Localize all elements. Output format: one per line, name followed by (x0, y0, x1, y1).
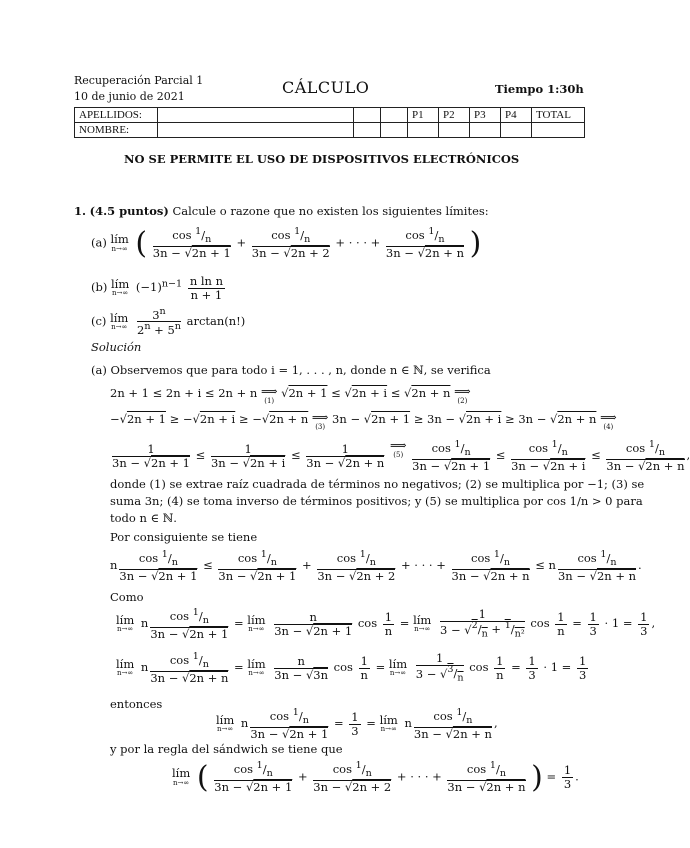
solution-label: Solución (91, 340, 142, 354)
final-limit: lím n→∞ ( $\frac{\cos ^1/_n}{3n - √2n + 1}$ + $\frac{\cos ^1/_n}{3n - √2n + 2}$ + · · · + $\frac{\cos ^1/_n}{3n - √2n + n}$ ) = $\frac{1}{3}$ . (172, 760, 579, 795)
apellidos-label: APELLIDOS: (75, 108, 158, 123)
col-total: TOTAL (532, 108, 585, 123)
score-p2[interactable] (439, 123, 470, 138)
limits-equal: lím n→∞ n $\frac{\cos ^1/_n}{3n - √2n + 1}$ = $\frac{1}{3}$ = lím n→∞ n $\frac{\cos ^1/_n}{3n - √2n + n}$ , (216, 707, 498, 741)
score-p1[interactable] (408, 123, 439, 138)
como-text: Como (110, 590, 144, 604)
problem-points: (4.5 puntos) (89, 204, 169, 218)
explanation-line-2: suma 3n; (4) se toma inverso de términos positivos; y (5) se multiplica por cos 1/n > 0 para (110, 494, 643, 508)
entonces-text: entonces (110, 697, 163, 711)
inequality-line-3: $\frac{1}{3n - √2n + 1}$ ≤ $\frac{1}{3n - √2n + i}$ ≤ $\frac{1}{3n - √2n + n}$ ⟹ (5) $\frac{\cos ^1/_n}{3n - √2n + 1}$ ≤ $\frac{\cos ^1/_n}{3n - √2n + i}$ ≤ $\frac{\cos ^1/_n}{3n - √2n + n}$ , (112, 438, 690, 473)
exam-name: Recuperación Parcial 1 (74, 74, 204, 87)
item-b-label: (b) (91, 280, 108, 295)
item-a-label: (a) (91, 235, 107, 250)
score-p4[interactable] (501, 123, 532, 138)
notice: NO SE PERMITE EL USO DE DISPOSITIVOS ELECTRÓNICOS (124, 152, 520, 166)
col-p4: P4 (501, 108, 532, 123)
inequality-line-2: −√2n + 1 ≥ −√2n + i ≥ −√2n + n ⟹ (3) 3n − √2n + 1 ≥ 3n − √2n + i ≥ 3n − √2n + n ⟹ (4) (110, 410, 617, 431)
inequality-line-1: 2n + 1 ≤ 2n + i ≤ 2n + n ⟹ (1) √2n + 1 ≤ √2n + i ≤ √2n + n ⟹ (2) (110, 384, 471, 405)
bounds-inequality: n $\frac{\cos ^1/_n}{3n - √2n + 1}$ ≤ $\frac{\cos ^1/_n}{3n - √2n + 1}$ + $\frac{\cos ^1/_n}{3n - √2n + 2}$ + · · · + $\frac{\cos ^1/_n}{3n - √2n + n}$ ≤ n $\frac{\cos ^1/_n}{3n - √2n + n}$ . (110, 549, 642, 583)
problem-number: 1. (74, 204, 87, 218)
limit-upper-bound: lím n→∞ n $\frac{\cos ^1/_n}{3n - √2n + n}$ = lím n→∞ $\frac{n}{3n - √3n}$ cos $\frac{1}{n}$ = lím n→∞ $\frac{1}{3 - √^3/_n}$ cos $\frac{1}{n}$ = $\frac{1}{3}$ · 1 = $\frac{1}{3}$ (116, 651, 587, 685)
score-total[interactable] (532, 123, 585, 138)
sandwich-text: y por la regla del sándwich se tiene que (110, 742, 343, 756)
exam-date: 10 de junio de 2021 (74, 90, 185, 103)
grid-row-nombre (75, 123, 585, 138)
explanation-line-3: todo n ∈ ℕ. (110, 511, 177, 525)
solution-a-intro: (a) Observemos que para todo i = 1, . . . , n, donde n ∈ ℕ, se verifica (91, 363, 491, 377)
col-p2: P2 (439, 108, 470, 123)
exam-time: Tiempo 1:30h (495, 82, 584, 96)
nombre-field[interactable] (158, 123, 354, 138)
student-grid (74, 107, 585, 138)
limit-c: (c) lím n→∞ $\frac{3^n}{2^n + 5^n}$ arctan(n!) (91, 306, 246, 338)
score-p3[interactable] (470, 123, 501, 138)
subject-title: CÁLCULO (282, 78, 370, 97)
apellidos-field[interactable] (158, 108, 354, 123)
problem-statement (74, 204, 489, 218)
col-p1: P1 (408, 108, 439, 123)
col-p3: P3 (470, 108, 501, 123)
limit-b: (b) lím n→∞ $(-1)^{n-1}$ $\frac{\text{n ln n}}{n + 1}$ (91, 274, 224, 302)
grid-row-apellidos (75, 108, 585, 123)
explanation-line-1: donde (1) se extrae raíz cuadrada de términos no negativos; (2) se multiplica por −1; (3) se (110, 477, 645, 491)
limit-a: (a) lím n→∞ ( $\frac{\cos ^1/_n}{3n - √2n + 1}$ + $\frac{\cos ^1/_n}{3n - √2n + 2}$ + · · · + $\frac{\cos ^1/_n}{3n - √2n + n}$ ) (91, 226, 482, 261)
consequently-text: Por consiguiente se tiene (110, 530, 258, 544)
limit-lower-bound: lím n→∞ n $\frac{\cos ^1/_n}{3n - √2n + 1}$ = lím n→∞ $\frac{n}{3n - √2n + 1}$ cos $\frac{1}{n}$ = lím n→∞ $\frac{1}{3 - √^2/_n + ^1/_{n^2}}$ cos $\frac{1}{n}$ = $\frac{1}{3}$ · 1 = $\frac{1}{3}$ , (116, 607, 656, 641)
nombre-label: NOMBRE: (75, 123, 158, 138)
item-c-label: (c) (91, 313, 107, 328)
problem-text: Calcule o razone que no existen los siguientes límites: (172, 204, 489, 218)
